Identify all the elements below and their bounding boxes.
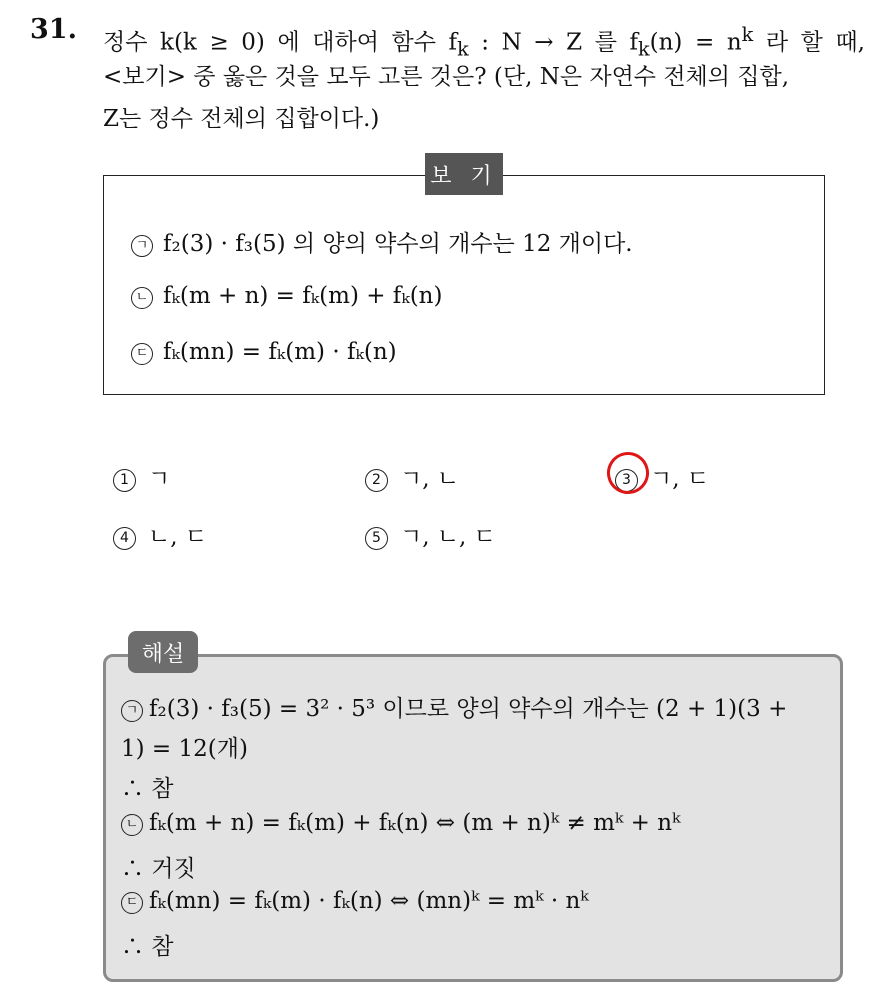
solution-marker-digeut: ㄷ: [121, 892, 143, 914]
question-line-2: <보기> 중 옳은 것을 모두 고른 것은? (단, N은 자연수 전체의 집합,: [103, 64, 790, 90]
solution-line-6: ㄷ fₖ(mn) = fₖ(m) · fₖ(n) ⇔ (mn)ᵏ = mᵏ · nᵏ: [121, 888, 589, 914]
bogi-marker-digeut: ㄷ: [131, 343, 153, 365]
bogi-item-1: ㄱ f₂(3) · f₃(5) 의 양의 약수의 개수는 12 개이다.: [131, 225, 633, 258]
choice-number-4: 4: [113, 527, 136, 550]
solution-line-1: ㄱ f₂(3) · f₃(5) = 3² · 5³ 이므로 양의 약수의 개수는 (2 + 1)(3 +: [121, 690, 787, 723]
bogi-marker-nieun: ㄴ: [131, 287, 153, 309]
question-line-3: Z는 정수 전체의 집합이다.): [103, 106, 380, 132]
solution-line-2: 1) = 12(개): [121, 736, 248, 762]
choice-number-1: 1: [113, 469, 136, 492]
choice-1[interactable]: 1 ㄱ: [113, 460, 170, 493]
solution-line-4: ㄴ fₖ(m + n) = fₖ(m) + fₖ(n) ⇔ (m + n)ᵏ ≠ mᵏ + nᵏ: [121, 810, 680, 836]
question-number: 31.: [30, 14, 77, 45]
bogi-marker-giyeok: ㄱ: [131, 235, 153, 257]
choice-3[interactable]: 3 ㄱ, ㄷ: [615, 460, 709, 493]
solution-marker-nieun: ㄴ: [121, 814, 143, 836]
choice-number-3: 3: [615, 469, 638, 492]
choice-number-2: 2: [365, 469, 388, 492]
bogi-item-3: ㄷ fₖ(mn) = fₖ(m) · fₖ(n): [131, 339, 397, 365]
choice-2[interactable]: 2 ㄱ, ㄴ: [365, 460, 459, 493]
question-text: [103, 14, 865, 140]
solution-line-5: ∴ 거짓: [121, 856, 196, 882]
solution-marker-giyeok: ㄱ: [121, 700, 143, 722]
question-line-1: 정수 k(k ≥ 0) 에 대하여 함수 $f_k$ : N → Z 를 $f_k(n) = n^k$ 라 할 때,: [103, 23, 865, 56]
bogi-title: 보 기: [425, 153, 503, 195]
choice-5[interactable]: 5 ㄱ, ㄴ, ㄷ: [365, 518, 496, 551]
choice-4[interactable]: 4 ㄴ, ㄷ: [113, 518, 207, 551]
solution-line-3: ∴ 참: [121, 776, 174, 802]
solution-title: 해설: [128, 631, 198, 673]
solution-line-7: ∴ 참: [121, 934, 174, 960]
bogi-item-2: ㄴ fₖ(m + n) = fₖ(m) + fₖ(n): [131, 283, 442, 309]
choice-number-5: 5: [365, 527, 388, 550]
